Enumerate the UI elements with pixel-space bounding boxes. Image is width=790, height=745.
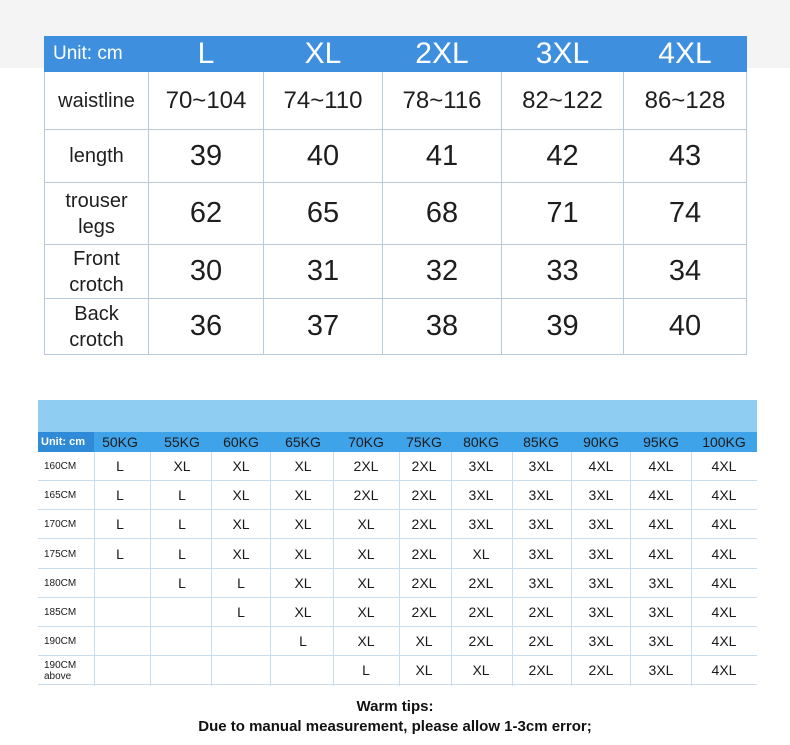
table-cell: XL <box>232 516 250 533</box>
row-label: Back crotch <box>45 299 149 355</box>
table-row <box>38 452 757 481</box>
table-cell: 3XL <box>468 516 494 533</box>
table-cell: 70~104 <box>149 72 264 130</box>
height-label-line: above <box>44 671 72 683</box>
size-header-l: L <box>149 37 264 72</box>
table-row-length <box>45 130 747 183</box>
table-cell: L <box>178 545 186 562</box>
table-cell: 3XL <box>648 662 674 679</box>
table-cell <box>90 569 150 598</box>
table-cell: XL <box>357 604 375 620</box>
row-label: waistline <box>45 72 149 130</box>
table-cell: XL <box>415 633 433 650</box>
table-cell: 74~110 <box>264 72 383 130</box>
table-cell: 2XL <box>411 458 437 474</box>
table-cell <box>152 656 212 685</box>
table-row <box>38 481 757 510</box>
table-row <box>38 569 757 598</box>
table-cell: 86~128 <box>624 72 747 130</box>
table-cell: XL <box>357 516 375 533</box>
table-cell: XL <box>294 604 312 620</box>
table-cell: XL <box>232 545 250 562</box>
table-cell <box>90 656 150 685</box>
table-cell: 3XL <box>588 516 614 533</box>
table-cell: 4XL <box>648 458 674 474</box>
table-cell: 2XL <box>528 604 554 620</box>
table-cell: 33 <box>502 245 624 299</box>
height-label: 185CM <box>44 607 77 618</box>
table-cell: 3XL <box>648 633 674 650</box>
table-cell: L <box>116 487 124 504</box>
table-cell: 3XL <box>528 545 554 562</box>
table-cell: 3XL <box>468 487 494 504</box>
table-cell: XL <box>173 458 191 474</box>
table-cell: L <box>299 633 307 650</box>
table-cell: 39 <box>502 299 624 355</box>
table-cell: L <box>237 574 245 591</box>
table-row-trouser-legs <box>45 183 747 245</box>
size-chart-table <box>44 36 747 355</box>
size-header-4xl: 4XL <box>624 37 747 72</box>
tips-text: Due to manual measurement, please allow 1-3cm error; <box>198 718 592 735</box>
table-cell: 31 <box>264 245 383 299</box>
table-cell <box>273 656 333 685</box>
table-cell: 4XL <box>711 662 737 679</box>
table-cell: 2XL <box>353 458 379 474</box>
table-cell: 3XL <box>528 574 554 591</box>
table-cell: XL <box>294 545 312 562</box>
weight-header-85kg: 85KG <box>523 434 559 450</box>
table-cell: 2XL <box>411 516 437 533</box>
table-row-back-crotch <box>45 299 747 355</box>
table-cell: XL <box>294 487 312 504</box>
table-cell: 3XL <box>588 545 614 562</box>
height-label: 175CM <box>44 548 77 560</box>
table-cell: 2XL <box>353 487 379 504</box>
table-cell: 4XL <box>648 516 674 533</box>
table-cell: L <box>116 516 124 533</box>
table-cell <box>152 598 212 627</box>
table-cell: 32 <box>383 245 502 299</box>
table-cell <box>152 627 212 656</box>
table-cell: 4XL <box>648 545 674 562</box>
table-cell: 4XL <box>711 545 737 562</box>
table-cell: 4XL <box>648 487 674 504</box>
table-cell: 2XL <box>468 604 494 620</box>
table-cell <box>211 627 271 656</box>
table-cell: 3XL <box>588 487 614 504</box>
table-cell: 40 <box>624 299 747 355</box>
weight-header-60kg: 60KG <box>223 434 259 450</box>
row-label: trouser legs <box>45 183 149 245</box>
table-cell: 3XL <box>528 487 554 504</box>
height-label: 170CM <box>44 519 77 531</box>
table-cell: L <box>178 516 186 533</box>
table-cell: 2XL <box>588 662 614 679</box>
size-header-xl: XL <box>264 37 383 72</box>
table-cell: 2XL <box>411 574 437 591</box>
table-cell: 4XL <box>588 458 614 474</box>
table-cell: 62 <box>149 183 264 245</box>
table-cell: 34 <box>624 245 747 299</box>
weight-header-75kg: 75KG <box>406 434 442 450</box>
table-cell: 3XL <box>588 633 614 650</box>
table-cell: 41 <box>383 130 502 183</box>
table-cell: XL <box>357 574 375 591</box>
row-label: length <box>45 130 149 183</box>
table-cell: XL <box>294 458 312 474</box>
table-cell: XL <box>232 487 250 504</box>
height-label: 160CM <box>44 461 77 472</box>
size-header-3xl: 3XL <box>502 37 624 72</box>
table-cell: XL <box>472 545 490 562</box>
table-cell: 36 <box>149 299 264 355</box>
table-cell: 3XL <box>648 574 674 591</box>
height-label-line: 190CM <box>44 660 77 672</box>
unit-label: Unit: cm <box>45 37 149 72</box>
table-cell: 43 <box>624 130 747 183</box>
table-cell: 3XL <box>528 516 554 533</box>
weight-header-55kg: 55KG <box>164 434 200 450</box>
table-cell: 68 <box>383 183 502 245</box>
table-row <box>38 510 757 539</box>
table-cell: 3XL <box>648 604 674 620</box>
table-cell: XL <box>357 633 375 650</box>
table-cell: 65 <box>264 183 383 245</box>
row-label: Front crotch <box>45 245 149 299</box>
table-cell: 2XL <box>411 545 437 562</box>
table-cell: 4XL <box>711 574 737 591</box>
table-cell: 4XL <box>711 516 737 533</box>
height-label: 165CM <box>44 490 77 502</box>
table-cell: 2XL <box>411 487 437 504</box>
size-chart-header-row <box>45 37 747 72</box>
table-cell: XL <box>232 458 250 474</box>
table-row-front-crotch <box>45 245 747 299</box>
weight-size-grid <box>38 452 757 686</box>
table-cell: 4XL <box>711 487 737 504</box>
table-cell: XL <box>472 662 490 679</box>
table-cell: XL <box>357 545 375 562</box>
table-cell: L <box>237 604 245 620</box>
table-row-waistline <box>45 72 747 130</box>
height-label: 180CM <box>44 577 77 589</box>
table-cell: 39 <box>149 130 264 183</box>
height-label <box>44 656 76 685</box>
table-cell: L <box>178 574 186 591</box>
table-cell: 38 <box>383 299 502 355</box>
table-cell: 3XL <box>588 574 614 591</box>
table-cell: 37 <box>264 299 383 355</box>
table-cell: XL <box>294 516 312 533</box>
weight-chart-unit-label: Unit: cm <box>38 432 94 452</box>
table-cell: L <box>116 545 124 562</box>
table-cell: 4XL <box>711 458 737 474</box>
table-cell: 40 <box>264 130 383 183</box>
table-cell: 2XL <box>468 633 494 650</box>
table-cell: 4XL <box>711 604 737 620</box>
table-cell: 2XL <box>528 662 554 679</box>
table-cell: 3XL <box>588 604 614 620</box>
table-cell: XL <box>294 574 312 591</box>
weight-header-70kg: 70KG <box>348 434 384 450</box>
table-cell: 3XL <box>468 458 494 474</box>
weight-chart-top-band <box>38 400 757 432</box>
height-label: 190CM <box>44 636 77 648</box>
size-header-2xl: 2XL <box>383 37 502 72</box>
table-row <box>38 656 757 685</box>
table-cell <box>90 627 150 656</box>
table-cell: 2XL <box>468 574 494 591</box>
weight-header-65kg: 65KG <box>285 434 321 450</box>
table-row <box>38 598 757 627</box>
table-cell: L <box>178 487 186 504</box>
weight-header-80kg: 80KG <box>463 434 499 450</box>
table-row <box>38 627 757 656</box>
table-cell <box>90 598 150 627</box>
table-cell: 2XL <box>411 604 437 620</box>
table-cell: L <box>362 662 370 679</box>
table-row <box>38 540 757 569</box>
table-cell: 82~122 <box>502 72 624 130</box>
table-cell: 71 <box>502 183 624 245</box>
weight-header-95kg: 95KG <box>643 434 679 450</box>
weight-header-100kg: 100KG <box>702 434 746 450</box>
table-cell <box>211 656 271 685</box>
table-cell: 3XL <box>528 458 554 474</box>
table-cell: L <box>116 458 124 474</box>
table-cell: 74 <box>624 183 747 245</box>
weight-header-90kg: 90KG <box>583 434 619 450</box>
table-cell: 78~116 <box>383 72 502 130</box>
table-cell: 42 <box>502 130 624 183</box>
table-cell: 4XL <box>711 633 737 650</box>
tips-title: Warm tips: <box>356 698 434 715</box>
weight-header-50kg: 50KG <box>102 434 138 450</box>
table-cell: 30 <box>149 245 264 299</box>
table-cell: XL <box>415 662 433 679</box>
table-cell: 2XL <box>528 633 554 650</box>
